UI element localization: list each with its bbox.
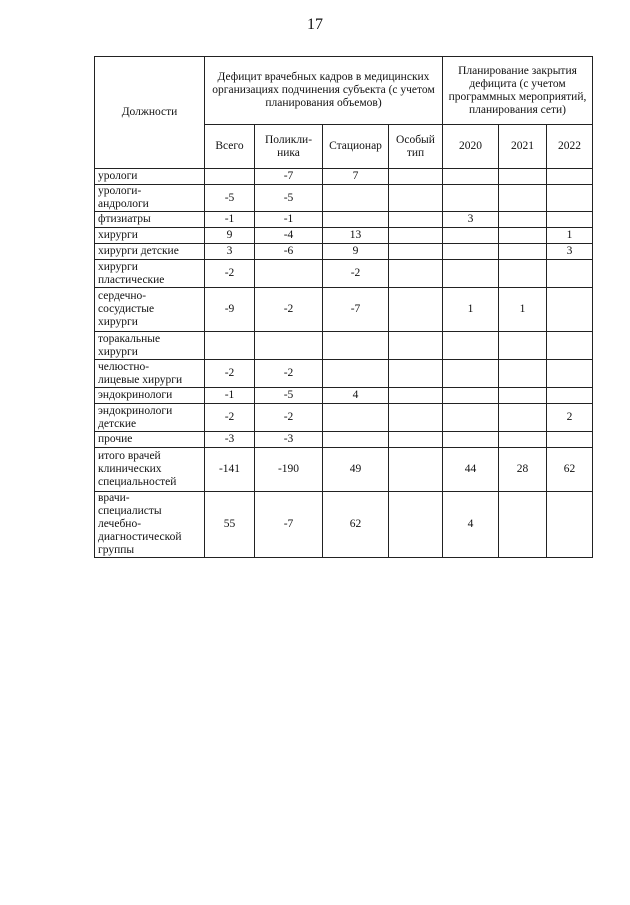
value-cell [323, 212, 389, 228]
value-cell [389, 260, 443, 288]
header-position: Должности [95, 57, 205, 169]
value-cell: -2 [205, 360, 255, 388]
value-cell: -3 [205, 432, 255, 448]
value-cell [547, 332, 593, 360]
table-row [95, 169, 593, 185]
table-row [95, 288, 593, 332]
position-cell: сердечно- сосудистые хирурги [95, 288, 205, 332]
value-cell: -7 [255, 169, 323, 185]
deficit-table [94, 56, 593, 558]
value-cell [389, 404, 443, 432]
value-cell: 2 [547, 404, 593, 432]
value-cell [499, 388, 547, 404]
value-cell: 44 [443, 448, 499, 492]
value-cell [547, 288, 593, 332]
value-cell [499, 244, 547, 260]
value-cell: -3 [255, 432, 323, 448]
value-cell: 49 [323, 448, 389, 492]
value-cell [547, 212, 593, 228]
value-cell [499, 212, 547, 228]
value-cell [547, 492, 593, 558]
table-row [95, 404, 593, 432]
value-cell [443, 228, 499, 244]
value-cell: -2 [205, 260, 255, 288]
value-cell [547, 388, 593, 404]
value-cell: -1 [205, 388, 255, 404]
value-cell: 62 [547, 448, 593, 492]
column-header: Особый тип [389, 125, 443, 169]
value-cell [499, 432, 547, 448]
value-cell: -5 [255, 388, 323, 404]
value-cell [499, 185, 547, 212]
header-planning-group: Планирование закрытия дефицита (с учетом программных мероприятий, планирования сети) [443, 57, 593, 125]
value-cell [443, 360, 499, 388]
table-row [95, 448, 593, 492]
table-row [95, 244, 593, 260]
value-cell: 13 [323, 228, 389, 244]
value-cell [547, 432, 593, 448]
value-cell [389, 169, 443, 185]
value-cell: -5 [255, 185, 323, 212]
value-cell: 9 [205, 228, 255, 244]
value-cell [499, 228, 547, 244]
table-row [95, 432, 593, 448]
value-cell [443, 169, 499, 185]
value-cell: -1 [205, 212, 255, 228]
position-cell: челюстно- лицевые хирурги [95, 360, 205, 388]
value-cell: 62 [323, 492, 389, 558]
position-cell: хирурги детские [95, 244, 205, 260]
value-cell: -2 [205, 404, 255, 432]
position-cell: эндокринологи детские [95, 404, 205, 432]
value-cell [389, 185, 443, 212]
value-cell [389, 492, 443, 558]
value-cell [389, 360, 443, 388]
position-cell: урологи- андрологи [95, 185, 205, 212]
value-cell [499, 332, 547, 360]
value-cell [499, 360, 547, 388]
value-cell: 7 [323, 169, 389, 185]
position-cell: хирурги [95, 228, 205, 244]
value-cell [443, 404, 499, 432]
value-cell [323, 432, 389, 448]
value-cell [389, 332, 443, 360]
value-cell: -4 [255, 228, 323, 244]
table-row [95, 228, 593, 244]
table-row [95, 388, 593, 404]
value-cell [443, 432, 499, 448]
value-cell: -2 [255, 360, 323, 388]
value-cell: -7 [323, 288, 389, 332]
table-row [95, 185, 593, 212]
value-cell: -2 [255, 404, 323, 432]
value-cell [547, 360, 593, 388]
value-cell: 3 [547, 244, 593, 260]
column-header: 2022 [547, 125, 593, 169]
position-cell: торакальные хирурги [95, 332, 205, 360]
value-cell [547, 169, 593, 185]
page-number: 17 [307, 16, 323, 33]
value-cell [205, 169, 255, 185]
value-cell: 1 [499, 288, 547, 332]
value-cell: -141 [205, 448, 255, 492]
value-cell [323, 404, 389, 432]
value-cell: 28 [499, 448, 547, 492]
value-cell [255, 332, 323, 360]
value-cell [389, 244, 443, 260]
position-cell: врачи- специалисты лечебно- диагностической группы [95, 492, 205, 558]
value-cell [443, 332, 499, 360]
table-row [95, 492, 593, 558]
value-cell [499, 404, 547, 432]
table-row [95, 360, 593, 388]
position-cell: эндокринологи [95, 388, 205, 404]
value-cell: -190 [255, 448, 323, 492]
header-deficit-group: Дефицит врачебных кадров в медицинских организациях подчинения субъекта (с учетом планирования объемов) [205, 57, 443, 125]
value-cell: 3 [205, 244, 255, 260]
value-cell: 4 [443, 492, 499, 558]
value-cell [443, 260, 499, 288]
value-cell [499, 260, 547, 288]
column-header: 2020 [443, 125, 499, 169]
value-cell [389, 448, 443, 492]
position-cell: фтизиатры [95, 212, 205, 228]
table-row [95, 212, 593, 228]
value-cell [389, 228, 443, 244]
value-cell [389, 388, 443, 404]
value-cell [499, 492, 547, 558]
value-cell: -1 [255, 212, 323, 228]
value-cell: 4 [323, 388, 389, 404]
value-cell [389, 432, 443, 448]
value-cell [255, 260, 323, 288]
value-cell [547, 185, 593, 212]
value-cell [499, 169, 547, 185]
value-cell: 3 [443, 212, 499, 228]
value-cell [205, 332, 255, 360]
value-cell: -6 [255, 244, 323, 260]
value-cell: 9 [323, 244, 389, 260]
value-cell [443, 244, 499, 260]
value-cell: 55 [205, 492, 255, 558]
value-cell [547, 260, 593, 288]
value-cell [323, 332, 389, 360]
value-cell [323, 360, 389, 388]
column-header: Стационар [323, 125, 389, 169]
value-cell: -9 [205, 288, 255, 332]
column-header: Всего [205, 125, 255, 169]
value-cell: -7 [255, 492, 323, 558]
value-cell: -2 [255, 288, 323, 332]
value-cell [389, 212, 443, 228]
value-cell: -2 [323, 260, 389, 288]
table-row [95, 332, 593, 360]
value-cell: -5 [205, 185, 255, 212]
value-cell [443, 388, 499, 404]
value-cell [443, 185, 499, 212]
table-row [95, 260, 593, 288]
column-header: Поликли- ника [255, 125, 323, 169]
column-header: 2021 [499, 125, 547, 169]
value-cell [323, 185, 389, 212]
position-cell: урологи [95, 169, 205, 185]
position-cell: итого врачей клинических специальностей [95, 448, 205, 492]
value-cell: 1 [547, 228, 593, 244]
value-cell: 1 [443, 288, 499, 332]
value-cell [389, 288, 443, 332]
position-cell: хирурги пластические [95, 260, 205, 288]
position-cell: прочие [95, 432, 205, 448]
